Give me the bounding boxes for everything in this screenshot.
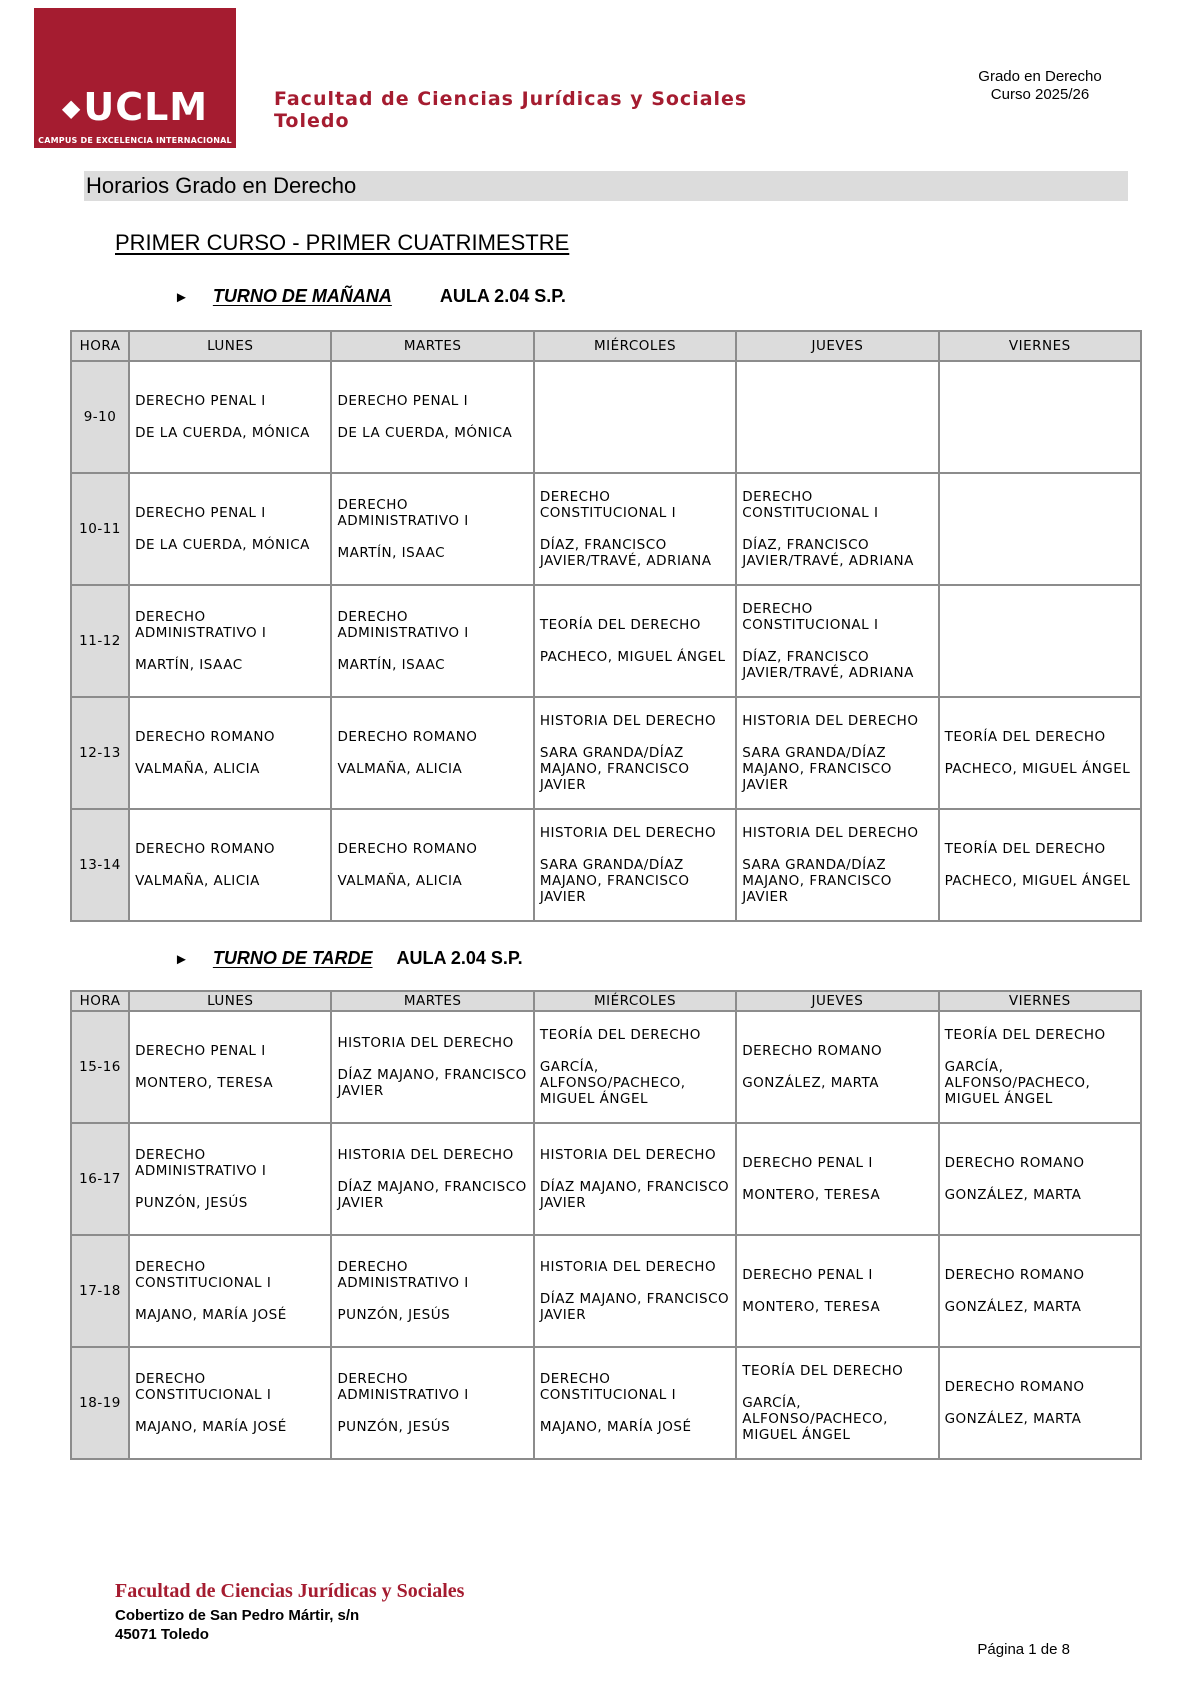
schedule-cell	[130, 1124, 330, 1234]
degree-name: Grado en Derecho	[978, 68, 1102, 85]
professor-name: GARCÍA, ALFONSO/PACHECO, MIGUEL ÁNGEL	[742, 1395, 888, 1443]
table-header-row	[72, 992, 1140, 1010]
subject-name: DERECHO ROMANO	[944, 1155, 1085, 1171]
table-row	[72, 1012, 1140, 1122]
column-header: VIERNES	[940, 332, 1140, 360]
schedule-cell	[130, 698, 330, 808]
table-row	[72, 1124, 1140, 1234]
hour-cell: 9-10	[72, 362, 128, 472]
schedule-cell	[737, 1348, 937, 1458]
professor-name: PUNZÓN, JESÚS	[337, 1307, 451, 1323]
professor-name: VALMAÑA, ALICIA	[337, 761, 463, 777]
footer-address-line2: 45071 Toledo	[115, 1626, 209, 1643]
subject-name: DERECHO ADMINISTRATIVO I	[337, 1371, 469, 1403]
subject-name: HISTORIA DEL DERECHO	[539, 825, 717, 841]
professor-name: VALMAÑA, ALICIA	[135, 873, 260, 889]
schedule-cell	[332, 810, 532, 920]
arrow-right-icon: ►	[174, 289, 189, 306]
column-header: HORA	[72, 332, 128, 360]
schedule-cell	[737, 810, 937, 920]
hour-cell: 18-19	[72, 1348, 128, 1458]
table-row	[72, 1348, 1140, 1458]
professor-name: DÍAZ MAJANO, FRANCISCO JAVIER	[539, 1179, 730, 1211]
schedule-cell	[130, 586, 330, 696]
logo-text: UCLM	[83, 85, 209, 129]
schedule-cell	[332, 1236, 532, 1346]
professor-name: DE LA CUERDA, MÓNICA	[135, 537, 310, 553]
subject-name: DERECHO ADMINISTRATIVO I	[135, 1147, 267, 1179]
professor-name: SARA GRANDA/DÍAZ MAJANO, FRANCISCO JAVIER	[539, 745, 690, 793]
professor-name: MONTERO, TERESA	[742, 1299, 881, 1315]
schedule-cell	[737, 586, 937, 696]
professor-name: DÍAZ, FRANCISCO JAVIER/TRAVÉ, ADRIANA	[742, 649, 914, 681]
subject-name: HISTORIA DEL DERECHO	[337, 1035, 514, 1051]
table-row	[72, 474, 1140, 584]
schedule-cell	[535, 698, 735, 808]
arrow-right-icon: ►	[174, 951, 189, 968]
schedule-cell	[737, 698, 937, 808]
subject-name: DERECHO CONSTITUCIONAL I	[539, 489, 677, 521]
schedule-cell	[130, 1348, 330, 1458]
table-header-row	[72, 332, 1140, 360]
professor-name: MAJANO, MARÍA JOSÉ	[135, 1307, 287, 1323]
subject-name: DERECHO CONSTITUCIONAL I	[742, 489, 879, 521]
schedule-table-afternoon	[70, 990, 1142, 1460]
shift-room: AULA 2.04 S.P.	[396, 948, 523, 968]
professor-name: PUNZÓN, JESÚS	[337, 1419, 451, 1435]
document-info	[970, 68, 1110, 104]
course-heading: PRIMER CURSO - PRIMER CUATRIMESTRE	[115, 230, 570, 255]
professor-name: DÍAZ, FRANCISCO JAVIER/TRAVÉ, ADRIANA	[742, 537, 914, 569]
professor-name: PACHECO, MIGUEL ÁNGEL	[944, 761, 1131, 777]
schedule-cell	[535, 1124, 735, 1234]
faculty-name: Facultad de Ciencias Jurídicas y Sociales	[274, 88, 748, 110]
schedule-cell	[332, 474, 532, 584]
table-row	[72, 810, 1140, 920]
schedule-cell	[535, 586, 735, 696]
subject-name: HISTORIA DEL DERECHO	[539, 1147, 717, 1163]
shift-heading-afternoon	[174, 947, 523, 971]
column-header: MARTES	[332, 992, 532, 1010]
professor-name: SARA GRANDA/DÍAZ MAJANO, FRANCISCO JAVIER	[742, 857, 892, 905]
subject-name: DERECHO ROMANO	[944, 1267, 1085, 1283]
schedule-cell	[737, 1124, 937, 1234]
professor-name: GARCÍA, ALFONSO/PACHECO, MIGUEL ÁNGEL	[944, 1059, 1091, 1107]
subject-name: HISTORIA DEL DERECHO	[742, 825, 919, 841]
schedule-cell	[737, 362, 937, 472]
subject-name: DERECHO PENAL I	[135, 393, 266, 409]
footer-address	[115, 1606, 359, 1644]
column-header: JUEVES	[737, 992, 937, 1010]
column-header: JUEVES	[737, 332, 937, 360]
subject-name: DERECHO ROMANO	[337, 729, 478, 745]
professor-name: GARCÍA, ALFONSO/PACHECO, MIGUEL ÁNGEL	[539, 1059, 686, 1107]
column-header: MIÉRCOLES	[535, 992, 735, 1010]
logo-wordmark	[34, 85, 236, 129]
hour-cell: 16-17	[72, 1124, 128, 1234]
subject-name: DERECHO ROMANO	[135, 841, 276, 857]
schedule-cell	[940, 1124, 1140, 1234]
page-number: Página 1 de 8	[977, 1641, 1070, 1658]
schedule-cell	[332, 362, 532, 472]
schedule-cell	[130, 810, 330, 920]
subject-name: DERECHO PENAL I	[742, 1155, 873, 1171]
hour-cell: 11-12	[72, 586, 128, 696]
professor-name: GONZÁLEZ, MARTA	[944, 1187, 1082, 1203]
subject-name: TEORÍA DEL DERECHO	[539, 1027, 701, 1043]
subject-name: DERECHO CONSTITUCIONAL I	[135, 1371, 272, 1403]
schedule-cell	[940, 362, 1140, 472]
column-header: LUNES	[130, 992, 330, 1010]
schedule-cell	[940, 1012, 1140, 1122]
column-header: MIÉRCOLES	[535, 332, 735, 360]
column-header: HORA	[72, 992, 128, 1010]
professor-name: PUNZÓN, JESÚS	[135, 1195, 248, 1211]
professor-name: VALMAÑA, ALICIA	[337, 873, 463, 889]
schedule-cell	[535, 1012, 735, 1122]
schedule-cell	[332, 586, 532, 696]
schedule-cell	[332, 1348, 532, 1458]
subject-name: DERECHO CONSTITUCIONAL I	[742, 601, 879, 633]
professor-name: MARTÍN, ISAAC	[135, 657, 243, 673]
logo-subtext: CAMPUS DE EXCELENCIA INTERNACIONAL	[38, 136, 232, 145]
subject-name: DERECHO ROMANO	[944, 1379, 1085, 1395]
schedule-cell	[940, 698, 1140, 808]
schedule-cell	[940, 1348, 1140, 1458]
professor-name: MONTERO, TERESA	[742, 1187, 881, 1203]
professor-name: MARTÍN, ISAAC	[337, 545, 445, 561]
shift-heading-morning	[174, 285, 566, 309]
subject-name: HISTORIA DEL DERECHO	[539, 713, 717, 729]
schedule-cell	[737, 1236, 937, 1346]
professor-name: SARA GRANDA/DÍAZ MAJANO, FRANCISCO JAVIER	[539, 857, 690, 905]
shift-label: TURNO DE MAÑANA	[212, 286, 392, 306]
faculty-heading	[274, 88, 747, 132]
subject-name: DERECHO PENAL I	[337, 393, 469, 409]
schedule-cell	[535, 1348, 735, 1458]
table-row	[72, 586, 1140, 696]
subject-name: TEORÍA DEL DERECHO	[944, 1027, 1106, 1043]
schedule-cell	[332, 1012, 532, 1122]
hour-cell: 15-16	[72, 1012, 128, 1122]
subject-name: DERECHO PENAL I	[135, 505, 266, 521]
professor-name: GONZÁLEZ, MARTA	[742, 1075, 879, 1091]
professor-name: MARTÍN, ISAAC	[337, 657, 445, 673]
professor-name: SARA GRANDA/DÍAZ MAJANO, FRANCISCO JAVIER	[742, 745, 892, 793]
schedule-cell	[535, 362, 735, 472]
footer-faculty: Facultad de Ciencias Jurídicas y Sociales	[115, 1580, 465, 1602]
schedule-cell	[332, 1124, 532, 1234]
professor-name: PACHECO, MIGUEL ÁNGEL	[944, 873, 1131, 889]
subject-name: DERECHO ADMINISTRATIVO I	[337, 1259, 469, 1291]
uclm-logo	[34, 8, 236, 148]
title-bar	[84, 171, 1128, 201]
professor-name: DE LA CUERDA, MÓNICA	[337, 425, 513, 441]
subject-name: TEORÍA DEL DERECHO	[944, 729, 1106, 745]
subject-name: HISTORIA DEL DERECHO	[742, 713, 919, 729]
page-title: Horarios Grado en Derecho	[86, 173, 357, 198]
professor-name: VALMAÑA, ALICIA	[135, 761, 260, 777]
professor-name: DÍAZ MAJANO, FRANCISCO JAVIER	[337, 1179, 527, 1211]
subject-name: DERECHO ROMANO	[742, 1043, 883, 1059]
professor-name: MAJANO, MARÍA JOSÉ	[539, 1419, 692, 1435]
hour-cell: 10-11	[72, 474, 128, 584]
schedule-cell	[130, 474, 330, 584]
professor-name: DÍAZ MAJANO, FRANCISCO JAVIER	[337, 1067, 527, 1099]
schedule-cell	[940, 810, 1140, 920]
schedule-cell	[535, 474, 735, 584]
subject-name: DERECHO ROMANO	[337, 841, 478, 857]
subject-name: HISTORIA DEL DERECHO	[337, 1147, 514, 1163]
column-header: LUNES	[130, 332, 330, 360]
schedule-cell	[737, 1012, 937, 1122]
schedule-table-morning	[70, 330, 1142, 922]
subject-name: DERECHO PENAL I	[135, 1043, 266, 1059]
faculty-city: Toledo	[274, 110, 350, 132]
footer-address-line1: Cobertizo de San Pedro Mártir, s/n	[115, 1607, 360, 1624]
schedule-cell	[535, 1236, 735, 1346]
column-header: MARTES	[332, 332, 532, 360]
subject-name: TEORÍA DEL DERECHO	[539, 617, 701, 633]
schedule-cell	[130, 362, 330, 472]
logo-emblem-icon: ◆	[61, 94, 82, 122]
subject-name: DERECHO CONSTITUCIONAL I	[135, 1259, 272, 1291]
subject-name: DERECHO ADMINISTRATIVO I	[337, 609, 469, 641]
professor-name: GONZÁLEZ, MARTA	[944, 1411, 1082, 1427]
professor-name: DÍAZ, FRANCISCO JAVIER/TRAVÉ, ADRIANA	[539, 537, 712, 569]
schedule-cell	[940, 474, 1140, 584]
schedule-cell	[940, 586, 1140, 696]
column-header: VIERNES	[940, 992, 1140, 1010]
table-row	[72, 698, 1140, 808]
schedule-cell	[332, 698, 532, 808]
subject-name: DERECHO CONSTITUCIONAL I	[539, 1371, 677, 1403]
schedule-cell	[130, 1236, 330, 1346]
schedule-cell	[737, 474, 937, 584]
professor-name: PACHECO, MIGUEL ÁNGEL	[539, 649, 726, 665]
table-row	[72, 362, 1140, 472]
subject-name: TEORÍA DEL DERECHO	[742, 1363, 904, 1379]
schedule-cell	[940, 1236, 1140, 1346]
shift-label: TURNO DE TARDE	[212, 948, 373, 968]
schedule-cell	[130, 1012, 330, 1122]
shift-room: AULA 2.04 S.P.	[439, 286, 566, 306]
professor-name: DE LA CUERDA, MÓNICA	[135, 425, 310, 441]
subject-name: DERECHO ADMINISTRATIVO I	[337, 497, 469, 529]
professor-name: MAJANO, MARÍA JOSÉ	[135, 1419, 287, 1435]
schedule-cell	[535, 810, 735, 920]
subject-name: HISTORIA DEL DERECHO	[539, 1259, 717, 1275]
subject-name: DERECHO ADMINISTRATIVO I	[135, 609, 267, 641]
professor-name: MONTERO, TERESA	[135, 1075, 274, 1091]
hour-cell: 12-13	[72, 698, 128, 808]
subject-name: DERECHO PENAL I	[742, 1267, 873, 1283]
subject-name: DERECHO ROMANO	[135, 729, 276, 745]
professor-name: DÍAZ MAJANO, FRANCISCO JAVIER	[539, 1291, 730, 1323]
hour-cell: 17-18	[72, 1236, 128, 1346]
subject-name: TEORÍA DEL DERECHO	[944, 841, 1106, 857]
table-row	[72, 1236, 1140, 1346]
hour-cell: 13-14	[72, 810, 128, 920]
professor-name: GONZÁLEZ, MARTA	[944, 1299, 1082, 1315]
course-year: Curso 2025/26	[990, 86, 1090, 103]
